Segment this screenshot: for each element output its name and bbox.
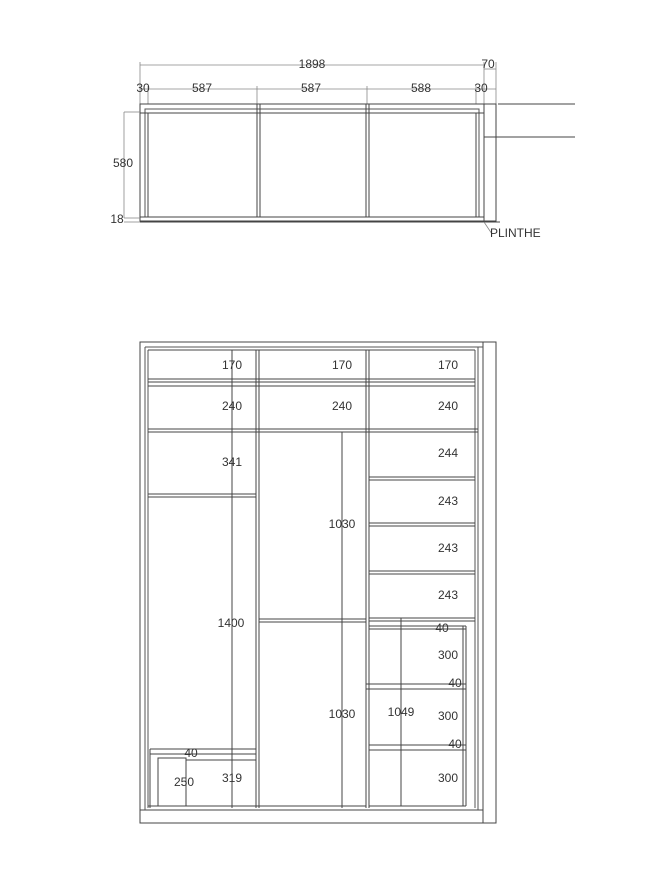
col3-shelf-4: 243 — [437, 588, 459, 603]
col1-drawer-height: 250 — [173, 775, 195, 790]
col1-drawer-gap: 40 — [184, 746, 198, 761]
col2-upper-hanging: 1030 — [328, 517, 356, 532]
col3-drawer-3: 300 — [437, 771, 459, 786]
col1-second-height: 240 — [221, 399, 243, 414]
col2-top-height: 170 — [331, 358, 353, 373]
col3-gap-1: 40 — [435, 621, 449, 636]
col3-top-height: 170 — [437, 358, 459, 373]
col3-shelf-3: 243 — [437, 541, 459, 556]
col1-hanging-height: 1400 — [217, 616, 245, 631]
top-bay-2: 587 — [300, 81, 322, 96]
col3-inner-height: 1049 — [387, 705, 415, 720]
plinth-label: PLINTHE — [490, 226, 541, 241]
top-bay-3: 588 — [410, 81, 432, 96]
col3-gap-2: 40 — [448, 676, 462, 691]
col2-second-height: 240 — [331, 399, 353, 414]
top-side-depth: 70 — [481, 57, 495, 72]
col3-drawer-1: 300 — [437, 648, 459, 663]
top-depth: 580 — [112, 156, 134, 171]
top-plinth-height: 18 — [110, 212, 124, 227]
top-view — [110, 57, 575, 240]
top-right-side: 30 — [474, 81, 488, 96]
col3-drawer-2: 300 — [437, 709, 459, 724]
col3-second-height: 240 — [437, 399, 459, 414]
top-bay-1: 587 — [191, 81, 213, 96]
col3-gap-3: 40 — [448, 737, 462, 752]
top-left-side: 30 — [136, 81, 150, 96]
front-view — [140, 342, 496, 823]
col1-shelf-height: 341 — [221, 455, 243, 470]
col3-shelf-2: 243 — [437, 494, 459, 509]
col3-shelf-1: 244 — [437, 446, 459, 461]
col1-top-height: 170 — [221, 358, 243, 373]
top-total-width: 1898 — [298, 57, 326, 72]
col2-lower-hanging: 1030 — [328, 707, 356, 722]
col1-right-drawer-height: 319 — [221, 771, 243, 786]
